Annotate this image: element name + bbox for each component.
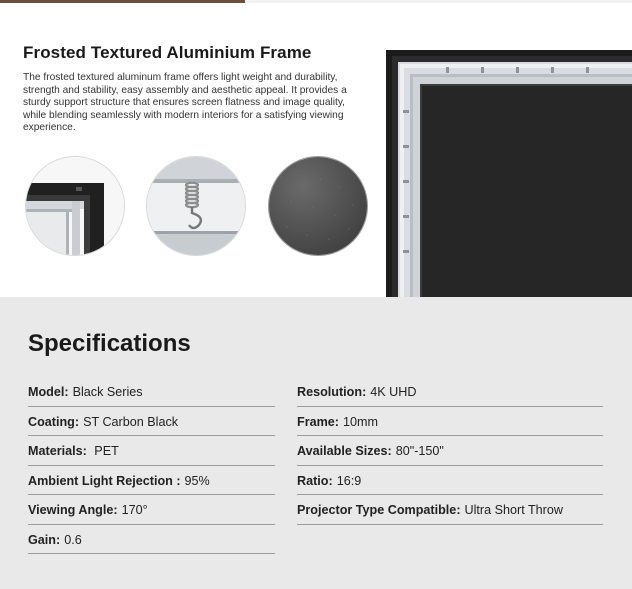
spec-label: Available Sizes: — [297, 444, 392, 459]
top-banner-strip — [0, 0, 632, 3]
spec-value: 170° — [121, 503, 148, 518]
spec-label: Projector Type Compatible: — [297, 503, 461, 518]
spec-value: PET — [90, 444, 119, 459]
specifications-section — [0, 297, 632, 589]
spec-row-available-sizes — [297, 436, 603, 466]
spec-label: Coating: — [28, 414, 80, 429]
spec-label: Ratio: — [297, 473, 333, 488]
spec-row-ratio — [297, 466, 603, 496]
spec-value: 4K UHD — [370, 385, 417, 400]
spec-row-ambient-light-rejection — [28, 466, 275, 496]
spec-value: ST Carbon Black — [83, 414, 179, 429]
spec-row-coating — [28, 407, 275, 437]
spec-value: 10mm — [343, 414, 378, 429]
feature-title: Frosted Textured Aluminium Frame — [23, 43, 312, 62]
spec-row-projector-type — [297, 495, 603, 525]
specifications-left-column — [28, 377, 275, 554]
feature-description: The frosted textured aluminum frame offers light weight and durability, strength and stability, easy assembly and aesthetic appeal. It provides a sturdy support structure that ensures screen flatness and image quality, while blending seamlessly with modern interiors for a satisfying viewing experience. — [23, 72, 347, 134]
spec-label: Frame: — [297, 414, 339, 429]
spec-label: Resolution: — [297, 385, 367, 400]
frosted-texture-thumbnail — [268, 156, 368, 256]
specifications-right-column — [297, 377, 603, 525]
spec-value: Ultra Short Throw — [464, 503, 563, 518]
spec-label: Gain: — [28, 532, 61, 547]
spec-label: Viewing Angle: — [28, 503, 118, 518]
spec-value: Black Series — [72, 385, 143, 400]
spec-row-model — [28, 377, 275, 407]
frame-corner-thumbnail — [25, 156, 125, 256]
spec-row-gain — [28, 525, 275, 555]
top-banner-accent — [0, 0, 245, 3]
spec-value: 0.6 — [64, 532, 82, 547]
spec-row-viewing-angle — [28, 495, 275, 525]
spring-hook-thumbnail — [146, 156, 246, 256]
spec-row-frame — [297, 407, 603, 437]
spec-row-materials — [28, 436, 275, 466]
spec-label: Model: — [28, 385, 69, 400]
specifications-title: Specifications — [28, 330, 191, 357]
spec-value: 80"-150" — [395, 444, 444, 459]
frame-closeup-image — [386, 50, 632, 297]
spec-row-resolution — [297, 377, 603, 407]
spec-value: 95% — [184, 473, 210, 488]
spec-label: Materials: — [28, 444, 87, 459]
spec-label: Ambient Light Rejection : — [28, 473, 181, 488]
spec-value: 16:9 — [336, 473, 362, 488]
